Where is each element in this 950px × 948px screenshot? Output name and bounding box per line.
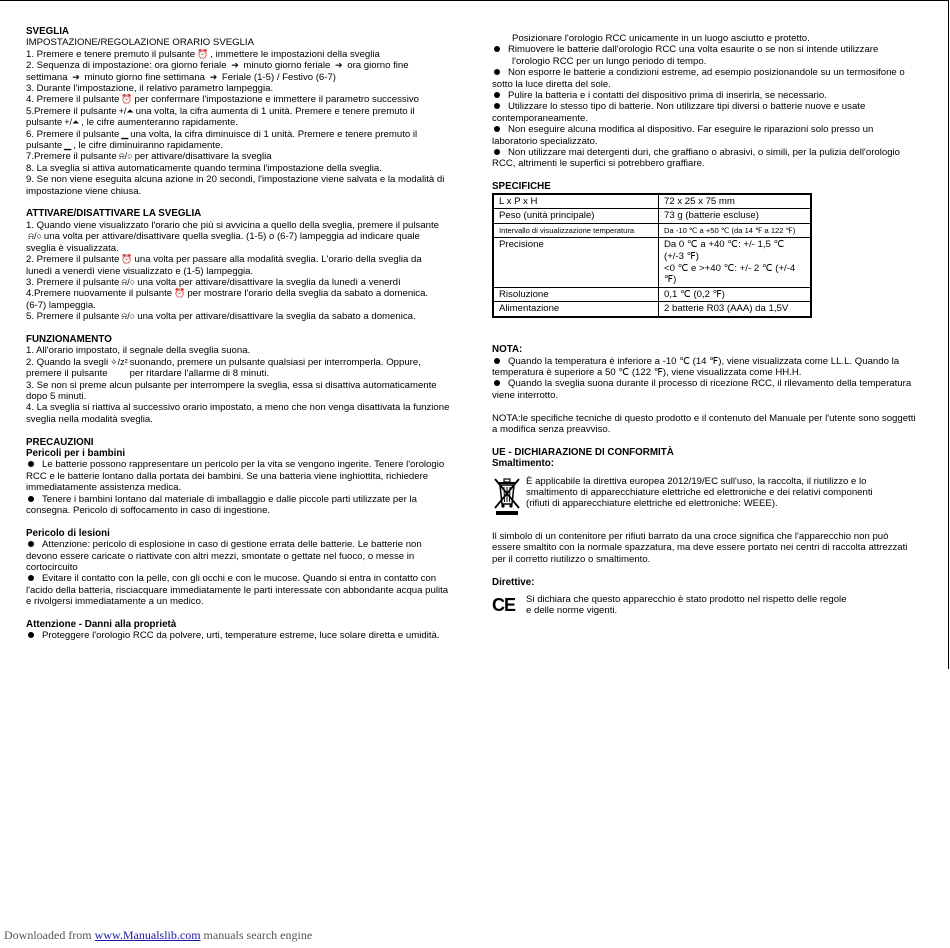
table-row: Alimentazione 2 batterie R03 (AAA) da 1,5V xyxy=(494,302,811,317)
alarm-clock-icon: ⏰ xyxy=(197,48,209,59)
attivare-2: 2. Premere il pulsante ⏰ una volta per passare alla modalità sveglia. L'orario della sveglia da xyxy=(26,254,422,266)
bullet-icon xyxy=(494,149,500,155)
alarm-toggle-icon: ⍾/○ xyxy=(118,151,133,162)
nota-title: NOTA: xyxy=(492,344,523,356)
step-2: 2. Sequenza di impostazione: ora giorno feriale ➔ minuto giorno feriale ➔ ora giorno fine xyxy=(26,60,409,72)
bullet-item: Non eseguire alcuna modifica al dispositivo. Far eseguire le riparazioni solo presso un xyxy=(492,124,916,135)
table-row: Precisione Da 0 ℃ a +40 ℃: +/- 1,5 ℃ (+/-3 ℉) <0 ℃ e >+40 ℃: +/- 2 ℃ (+/-4 ℉) xyxy=(494,238,811,287)
left-column: SVEGLIA IMPOSTAZIONE/REGOLAZIONE ORARIO SVEGLIA 1. Premere e tenere premuto il pulsante ⏰ , immettere le impostazioni della sveglia 2. Sequenza di impostazione: ora giorno feriale ➔ minuto giorno feriale ➔ ora giorno fine settimana ➔ minuto giorno fine settimana ➔ Feriale (1-5) / Festivo (6-7) 3. Durante l'impostazione, il relativo parametro lampeggia. 4. Premere il pulsante ⏰ per confermare l'impostazione e immettere il parametro successivo 5.Premere il pulsante +/⏶ una volta, la cifra aumenta di 1 unità. Premere e tenere premuto il pulsante +/⏶ , le cifre aumenteranno rapidamente. 6. Premere il pulsante ▁ una volta, la cifra diminuisce di 1 unità. Premere e tenere premuto il pulsante ▁ , le cifre diminuiranno rapidamente. 7.Premere il pulsante ⍾/○ per attivare/disattivare la sveglia 8. La sveglia si attiva automaticamente quando termina l'impostazione della sveglia. 9. Se non viene eseguita alcuna azione in 20 secondi, l'impostazione viene salvata e la modalità di impostazione viene chiusa. ATTIVARE/DISATTIVARE LA SVEGLIA 1. Quando viene visualizzato l'orario che più si avvicina a quello della sveglia, premere il pulsante ⍾/○ una volta per attivare/disattivare quella sveglia. (1-5) o (6-7) lampeggia ad indicare quale sveglia è visualizzata. 2. Premere il pulsante ⏰ una volta per passare alla modalità sveglia. L'orario della sveglia da lunedì a venerdì viene visualizzato e (1-5) lampeggia. 3. Premere il pulsante ⍾/○ una volta per attivare/disattivare la sveglia da lunedì a venerdì 4.Premere nuovamente il pulsante ⏰ per mostrare l'orario della sveglia da sabato a domenica. (6-7) lampeggia. 5. Premere il pulsante ⍾/○ una volta per attivare/disattivare la sveglia da sabato a domenica. FUNZIONAMENTO 1. All'orario impostato, il segnale della sveglia suona. 2. Quando la svegli ✧/z² suonando, premere un pulsante qualsiasi per interromperla. Oppure, premere il pulsante per ritardare l'allarme di 8 minuti. 3. Se non si preme alcun pulsante per interrompere la sveglia, essa si disattiva automaticamente dopo 5 minuti. 4. La sveglia si riattiva al successivo orario impostato, a meno che non venga disattivata la funzione sveglia nella modalità sveglia. PRECAUZIONI Pericoli per i bambini Le batterie possono rappresentare un pericolo per la vita se vengono ingerite. Tenere l'orologio RCC e le batterie lontano dalla portata dei bambini. Se una batteria viene inghiottita, richiedere immediatamente assistenza medica. Tenere i bambini lontano dal materiale di imballaggio e dalle piccole parti utilizzate per la consegna. Pericolo di soffocamento in caso di ingestione. Pericolo di lesioni Attenzione: pericolo di esplosione in caso di gestione errata delle batterie. Le batterie non devono essere caricate o riattivate con altri mezzi, smontate o gettate nel fuoco, o messe in cortocircuito Evitare il contatto con la pelle, con gli occhi e con le mucose. Quando si entra in contatto con l'acido della batteria, risciacquare immediatamente le parti interessate con abbondante acqua pulita e rivolgersi immediatamente a un medico. Attenzione - Danni alla proprietà Proteggere l'orologio RCC da polvere, urti, temperature estreme, luce solare diretta e umidità. xyxy=(26,26,454,642)
weee-bin-icon xyxy=(492,476,522,519)
arrow-right-icon: ➔ xyxy=(209,71,218,82)
funz-4: 4. La sveglia si riattiva al successivo orario impostato, a meno che non venga disattivata la funzione xyxy=(26,402,450,414)
alarm-toggle-icon: ⍾/○ xyxy=(121,276,136,287)
pericolo-lesioni-title: Pericolo di lesioni xyxy=(26,527,110,539)
step-9-cont: impostazione viene chiusa. xyxy=(26,185,142,197)
attivare-5: 5. Premere il pulsante ⍾/○ una volta per attivare/disattivare la sveglia da sabato a domenica. xyxy=(26,311,416,323)
position-note: Posizionare l'orologio RCC unicamente in un luogo asciutto e protetto. xyxy=(512,33,810,44)
smaltimento-title: Smaltimento: xyxy=(492,458,555,470)
table-row: L x P x H 72 x 25 x 75 mm xyxy=(494,194,811,209)
bullet-icon xyxy=(494,46,500,52)
attivare-1: 1. Quando viene visualizzato l'orario che più si avvicina a quello della sveglia, premere il pulsante xyxy=(26,219,439,231)
funz-1: 1. All'orario impostato, il segnale della sveglia suona. xyxy=(26,345,251,357)
table-row: Risoluzione 0,1 ℃ (0,2 ℉) xyxy=(494,287,811,302)
alarm-clock-icon: ⏰ xyxy=(121,94,133,105)
step-3: 3. Durante l'impostazione, il relativo parametro lampeggia. xyxy=(26,83,274,95)
sveglia-title: SVEGLIA xyxy=(26,26,70,37)
sveglia-subtitle: IMPOSTAZIONE/REGOLAZIONE ORARIO SVEGLIA xyxy=(26,37,254,49)
bullet-item: Utilizzare lo stesso tipo di batterie. Non utilizzare tipi diversi o batterie nuove e usate xyxy=(492,101,916,112)
attivare-1-end: sveglia è visualizzata. xyxy=(26,242,119,254)
ce-block: CE Si dichiara che questo apparecchio è stato prodotto nel rispetto delle regole e delle norme vigenti. xyxy=(492,594,847,617)
bullet-item: Quando la temperatura è inferiore a -10 ℃ (14 ℉), viene visualizzata come LL.L. Quando la xyxy=(492,356,916,367)
bullet-icon xyxy=(28,575,34,581)
ue-title: UE - DICHIARAZIONE DI CONFORMITÀ xyxy=(492,446,674,458)
bullet-icon xyxy=(28,541,34,547)
funz-3: 3. Se non si preme alcun pulsante per interrompere la sveglia, essa si disattiva automaticamente xyxy=(26,379,437,391)
minus-icon: ▁ xyxy=(121,128,129,139)
step-6-cont: pulsante ▁ , le cifre diminuiranno rapidamente. xyxy=(26,140,224,152)
plus-up-icon: +/⏶ xyxy=(64,117,80,128)
step-8: 8. La sveglia si attiva automaticamente quando termina l'impostazione della sveglia. xyxy=(26,162,382,174)
step-6: 6. Premere il pulsante ▁ una volta, la cifra diminuisce di 1 unità. Premere e tenere premuto il xyxy=(26,128,418,140)
bullet-icon xyxy=(494,92,500,98)
footer: Downloaded from www.Manualslib.com manuals search engine xyxy=(4,928,313,942)
bullet-item: Proteggere l'orologio RCC da polvere, urti, temperature estreme, luce solare diretta e umidità. xyxy=(26,630,454,641)
bullet-icon xyxy=(494,380,500,386)
bullet-item: Quando la sveglia suona durante il processo di ricezione RCC, il rilevamento della temperatura xyxy=(492,378,916,389)
bullet-item: Evitare il contatto con la pelle, con gli occhi e con le mucose. Quando si entra in contatto con xyxy=(26,573,454,584)
bullet-icon xyxy=(28,461,34,467)
direttive-title: Direttive: xyxy=(492,576,535,588)
funz-2-cont: premere il pulsante per ritardare l'allarme di 8 minuti. xyxy=(26,368,269,380)
step-1: 1. Premere e tenere premuto il pulsante ⏰ , immettere le impostazioni della sveglia xyxy=(26,48,380,60)
precauzioni-title: PRECAUZIONI xyxy=(26,436,94,448)
plus-up-icon: +/⏶ xyxy=(118,105,134,116)
spec-table xyxy=(492,193,812,318)
nota-specs-change: NOTA:le specifiche tecniche di questo prodotto e il contenuto del Manuale per l'utente sono soggetti xyxy=(492,412,916,424)
bullet-icon xyxy=(28,496,34,502)
bullet-item: Pulire la batteria e i contatti del dispositivo prima di inserirla, se necessario. xyxy=(492,90,916,101)
weee-block: È applicabile la direttiva europea 2012/19/EC sull'uso, la raccolta, il riutilizzo e lo smaltimento di apparecchiature elettriche ed elettroniche e dei relativi componenti (rifiuti di apparecchiature elettriche ed elettroniche: WEEE). xyxy=(492,476,916,519)
attivare-1-cont: ⍾/○ una volta per attivare/disattivare quella sveglia. (1-5) o (6-7) lampeggia ad indicare quale xyxy=(28,231,420,243)
bullet-icon xyxy=(28,632,34,638)
minus-icon: ▁ xyxy=(64,140,72,151)
arrow-right-icon: ➔ xyxy=(72,71,80,82)
arrow-right-icon: ➔ xyxy=(231,60,239,71)
step-4: 4. Premere il pulsante ⏰ per confermare l'impostazione e immettere il parametro successivo xyxy=(26,94,419,106)
pericoli-bambini-title: Pericoli per i bambini xyxy=(26,447,126,459)
bullet-item: Non esporre le batterie a condizioni estreme, ad esempio posizionandole su un termosifone o xyxy=(492,67,916,78)
bullet-item: Attenzione: pericolo di esplosione in caso di gestione errata delle batterie. Le batterie non xyxy=(26,539,454,550)
bullet-item: Tenere i bambini lontano dal materiale di imballaggio e dalle piccole parti utilizzate per la xyxy=(26,494,454,505)
step-5-cont: pulsante +/⏶ , le cifre aumenteranno rapidamente. xyxy=(26,117,239,129)
funzionamento-title: FUNZIONAMENTO xyxy=(26,333,112,345)
funz-2: 2. Quando la svegli ✧/z² suonando, premere un pulsante qualsiasi per interromperla. Oppure, xyxy=(26,356,421,368)
manualslib-link[interactable]: www.Manualslib.com xyxy=(94,928,201,942)
arrow-right-icon: ➔ xyxy=(335,60,343,71)
bullet-item: Le batterie possono rappresentare un pericolo per la vita se vengono ingerite. Tenere l'orologio xyxy=(26,459,454,470)
funz-3-cont: dopo 5 minuti. xyxy=(26,390,87,402)
step-2-cont: settimana ➔ minuto giorno fine settimana ➔ Feriale (1-5) / Festivo (6-7) xyxy=(26,71,336,83)
alarm-clock-icon: ⏰ xyxy=(121,254,133,265)
funz-4-cont: sveglia nella modalità sveglia. xyxy=(26,413,153,425)
specifiche-title: SPECIFICHE xyxy=(492,181,551,193)
attivare-4-cont: (6-7) lampeggia. xyxy=(26,299,96,311)
attivare-2-cont: lunedì a venerdì viene visualizzato e (1-5) lampeggia. xyxy=(26,265,254,277)
attivare-3: 3. Premere il pulsante ⍾/○ una volta per attivare/disattivare la sveglia da lunedì a venerdì xyxy=(26,276,401,288)
symbol-explanation: Il simbolo di un contenitore per rifiuti barrato da una croce significa che l'apparecchio non può xyxy=(492,531,889,543)
ce-mark-icon: CE xyxy=(492,595,516,616)
step-5: 5.Premere il pulsante +/⏶ una volta, la cifra aumenta di 1 unità. Premere e tenere premuto il xyxy=(26,105,415,117)
snooze-icon: ✧/z² xyxy=(110,356,128,367)
right-column: Posizionare l'orologio RCC unicamente in un luogo asciutto e protetto. Rimuovere le batterie dall'orologio RCC una volta esaurite o se non si intende utilizzare l'orologio RCC per un lungo periodo di tempo. Non esporre le batterie a condizioni estreme, ad esempio posizionandole su un termosifone o sotto la luce diretta del sole. Pulire la batteria e i contatti del dispositivo prima di inserirla, se necessario. Utilizzare lo stesso tipo di batterie. Non utilizzare tipi diversi o batterie nuove e usate contemporaneamente. Non eseguire alcuna modifica al dispositivo. Far eseguire le riparazioni solo presso un laboratorio specializzato. Non utilizzare mai detergenti duri, che graffiano o abrasivi, o simili, per la pulizia dell'orologio RCC, altrimenti le superfici si potrebbero graffiare. SPECIFICHE L x P x H 72 x 25 x 75 mm Peso (unità principale) 73 g (batterie escluse) Intervallo di visualizzazione temperatura Da -10 ℃ a +50 ℃ (da 14 ℉ a 122 ℉) Precisione Da 0 ℃ a +40 ℃: +/- 1,5 ℃ (+/-3 ℉) <0 ℃ e >+40 ℃: +/- 2 ℃ (+/-4 ℉) Risoluzione 0,1 ℃ (0,2 ℉) Alimentazione 2 batterie R03 (AAA) da 1,5V NOTA: Quando la temperatura è inferiore a -10 ℃ (14 ℉), viene visualizzata come LL.L. Quando la temperatura è superiore a 50 ℃ (122 ℉), viene visualizzata come HH.H. Quando la sveglia suona durante il processo di ricezione RCC, il rilevamento della temperatura viene interrotto. NOTA:le specifiche tecniche di questo prodotto e il contenuto del Manuale per l'utente sono soggetti a modifica senza preavviso. UE - DICHIARAZIONE DI CONFORMITÀ Smaltimento: È applicabile la direttiva europea 2012/19/EC sull'uso, la raccolta, il riutilizzo e lo smaltimento di apparecchiature elettriche ed elettroniche e dei relativi componenti (rifiuti di apparecchiature elettriche ed elettroniche: WEEE). Il simbolo di un contenitore per rifiuti barrato da una croce significa che l'apparecchio non può essere smaltito con la normale spazzatura, ma deve essere portato nei centri di raccolta attrezzati per il corretto riutilizzo o smaltimento. Direttive: CE Si dichiara che questo apparecchio è stato prodotto nel rispetto delle regole e delle norme vigenti. xyxy=(492,33,916,617)
attivare-title: ATTIVARE/DISATTIVARE LA SVEGLIA xyxy=(26,208,202,220)
bullet-icon xyxy=(494,358,500,364)
attivare-4: 4.Premere nuovamente il pulsante ⏰ per mostrare l'orario della sveglia da sabato a domenica. xyxy=(26,288,429,300)
bullet-icon xyxy=(494,69,500,75)
step-9: 9. Se non viene eseguita alcuna azione in 20 secondi, l'impostazione viene salvata e la modalità di xyxy=(26,174,445,186)
table-row: Intervallo di visualizzazione temperatura Da -10 ℃ a +50 ℃ (da 14 ℉ a 122 ℉) xyxy=(494,223,811,238)
danni-proprieta-title: Attenzione - Danni alla proprietà xyxy=(26,619,177,631)
alarm-toggle-icon: ⍾/○ xyxy=(28,231,42,242)
step-7: 7.Premere il pulsante ⍾/○ per attivare/disattivare la sveglia xyxy=(26,151,272,163)
bullet-icon xyxy=(494,126,500,132)
table-row: Peso (unità principale) 73 g (batterie escluse) xyxy=(494,209,811,224)
alarm-toggle-icon: ⍾/○ xyxy=(121,311,136,322)
bullet-icon xyxy=(494,103,500,109)
bullet-item: Non utilizzare mai detergenti duri, che graffiano o abrasivi, o simili, per la pulizia dell'orologio xyxy=(492,147,916,158)
bullet-item: Rimuovere le batterie dall'orologio RCC una volta esaurite o se non si intende utilizzare xyxy=(492,44,916,55)
alarm-clock-icon: ⏰ xyxy=(174,288,186,299)
